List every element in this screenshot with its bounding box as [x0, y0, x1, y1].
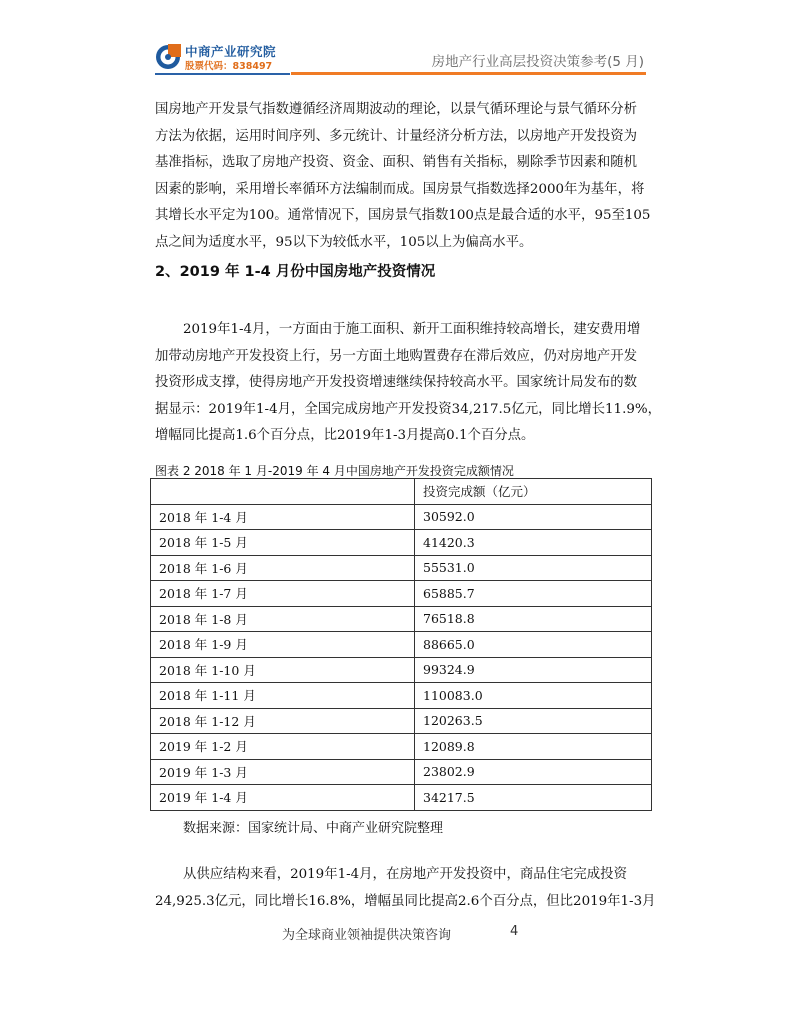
value-cell: 12089.8 — [415, 734, 652, 760]
table-row — [151, 632, 652, 658]
period-cell: 2018 年 1-10 月 — [151, 657, 415, 683]
value-cell: 30592.0 — [415, 504, 652, 530]
period-cell: 2019 年 1-4 月 — [151, 785, 415, 811]
table-row — [151, 683, 652, 709]
footer-slogan: 为全球商业领袖提供决策咨询 — [282, 928, 452, 943]
text-line: 投资形成支撑，使得房地产开发投资增速继续保持较高水平。国家统计局发布的数 — [155, 375, 638, 390]
period-cell: 2018 年 1-12 月 — [151, 708, 415, 734]
table-row — [151, 734, 652, 760]
value-cell: 34217.5 — [415, 785, 652, 811]
period-cell: 2018 年 1-6 月 — [151, 555, 415, 581]
value-cell: 41420.3 — [415, 530, 652, 556]
text-line: 其增长水平定为100。通常情况下，国房景气指数100点是最合适的水平，95至105 — [155, 208, 651, 223]
text-line: 从供应结构来看，2019年1-4月，在房地产开发投资中，商品住宅完成投资 — [183, 867, 627, 882]
figure-caption: 图表 2 2018 年 1 月-2019 年 4 月中国房地产开发投资完成额情况 — [155, 464, 514, 478]
text-line: 国房地产开发景气指数遵循经济周期波动的理论，以景气循环理论与景气循环分析 — [155, 102, 638, 117]
table-row — [151, 785, 652, 811]
text-line: 24,925.3亿元，同比增长16.8%，增幅虽同比提高2.6个百分点，但比2019年1-3月 — [155, 893, 656, 909]
report-title: 房地产行业高层投资决策参考(5 月) — [431, 54, 644, 70]
text-line: 加带动房地产开发投资上行，另一方面土地购置费存在滞后效应，仍对房地产开发 — [155, 348, 638, 364]
table-row — [151, 555, 652, 581]
table-header-cell: 投资完成额（亿元） — [415, 479, 652, 505]
text-line: 基准指标，选取了房地产投资、资金、面积、销售有关指标，剔除季节因素和随机 — [155, 155, 638, 170]
header-divider-blue — [155, 73, 290, 75]
period-cell: 2018 年 1-5 月 — [151, 530, 415, 556]
table-row — [151, 708, 652, 734]
data-source-note: 数据来源：国家统计局、中商产业研究院整理 — [183, 821, 444, 836]
period-cell: 2018 年 1-8 月 — [151, 606, 415, 632]
investment-table — [150, 478, 652, 811]
period-cell: 2018 年 1-11 月 — [151, 683, 415, 709]
value-cell: 99324.9 — [415, 657, 652, 683]
stock-code: 股票代码：838497 — [185, 61, 273, 72]
text-line: 因素的影响，采用增长率循环方法编制而成。国房景气指数选择2000年为基年，将 — [155, 181, 645, 197]
section-heading: 2、2019 年 1-4 月份中国房地产投资情况 — [155, 264, 436, 280]
table-row — [151, 504, 652, 530]
value-cell: 110083.0 — [415, 683, 652, 709]
table-row — [151, 530, 652, 556]
table-row — [151, 606, 652, 632]
value-cell: 120263.5 — [415, 708, 652, 734]
text-line: 方法为依据，运用时间序列、多元统计、计量经济分析方法，以房地产开发投资为 — [155, 128, 638, 144]
company-logo-icon — [155, 44, 181, 70]
text-line: 点之间为适度水平，95以下为较低水平，105以上为偏高水平。 — [155, 234, 533, 250]
company-logo — [155, 40, 295, 76]
table-header-row — [151, 479, 652, 505]
period-cell: 2018 年 1-7 月 — [151, 581, 415, 607]
value-cell: 65885.7 — [415, 581, 652, 607]
value-cell: 76518.8 — [415, 606, 652, 632]
table-row — [151, 759, 652, 785]
period-cell: 2019 年 1-2 月 — [151, 734, 415, 760]
section-paragraph — [155, 317, 661, 450]
company-name: 中商产业研究院 — [185, 44, 277, 59]
period-cell: 2018 年 1-4 月 — [151, 504, 415, 530]
text-line: 2019年1-4月，一方面由于施工面积、新开工面积维持较高增长，建安费用增 — [183, 322, 641, 337]
table-row — [151, 581, 652, 607]
text-line: 据显示：2019年1-4月，全国完成房地产开发投资34,217.5亿元，同比增长11.9%， — [155, 401, 661, 417]
page-number: 4 — [510, 924, 519, 939]
period-cell: 2018 年 1-9 月 — [151, 632, 415, 658]
period-cell: 2019 年 1-3 月 — [151, 759, 415, 785]
closing-paragraph — [155, 862, 656, 915]
table-header-cell — [151, 479, 415, 505]
value-cell: 88665.0 — [415, 632, 652, 658]
text-line: 增幅同比提高1.6个百分点，比2019年1-3月提高0.1个百分点。 — [155, 428, 535, 443]
header-divider-orange — [291, 72, 646, 75]
value-cell: 23802.9 — [415, 759, 652, 785]
value-cell: 55531.0 — [415, 555, 652, 581]
intro-paragraph — [155, 97, 651, 256]
table-row — [151, 657, 652, 683]
